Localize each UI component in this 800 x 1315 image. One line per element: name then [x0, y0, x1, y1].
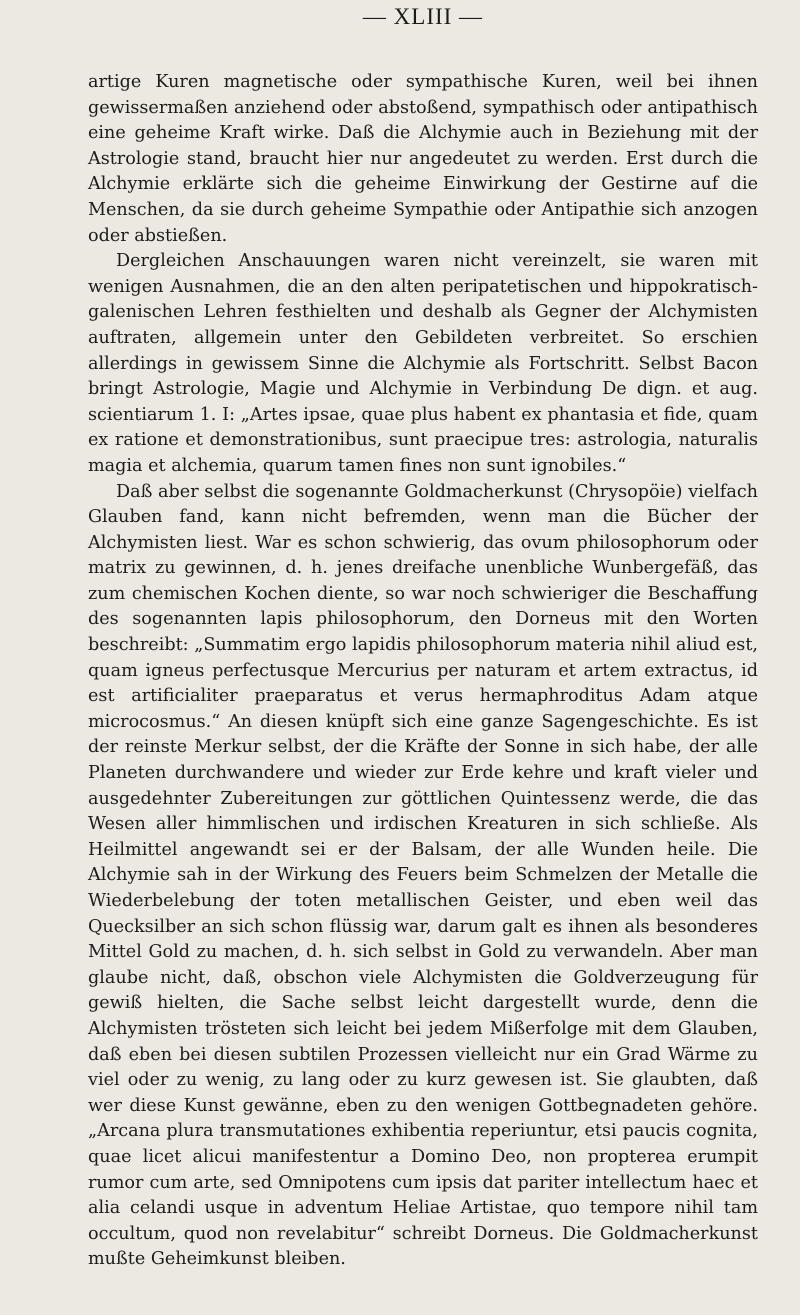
paragraph-2: Dergleichen Anschauungen waren nicht vereinzelt, sie waren mit wenigen Ausnahmen, die an den alten peripatetischen und hippokratisch-galenischen Lehren festhielten und deshalb als Gegner der Alchymisten auftraten, allgemein unter den Gebildeten verbreitet. So erschien allerdings in gewissem Sinne die Alchymie als Fortschritt. Selbst Bacon bringt Astrologie, Magie und Alchymie in Verbindung De dign. et aug. scientiarum 1. I: „Artes ipsae, quae plus habent ex phantasia et fide, quam ex ratione et demonstrationibus, sunt praecipue tres: astrologia, naturalis magia et alchemia, quarum tamen fines non sunt ignobiles.“	[88, 251, 758, 476]
paragraph-3: Daß aber selbst die sogenannte Goldmacherkunst (Chrysopöie) vielfach Glauben fand, kann nicht befremden, wenn man die Bücher der Alchymisten liest. War es schon schwierig, das ovum philosophorum oder matrix zu gewinnen, d. h. jenes dreifache unenbliche Wunbergefäß, das zum chemischen Kochen diente, so war noch schwieriger die Beschaffung des sogenannten lapis philosophorum, den Dorneus mit den Worten beschreibt: „Summatim ergo lapidis philosophorum materia nihil aliud est, quam igneus perfectusque Mercurius per naturam et artem extractus, id est artificialiter praeparatus et verus hermaphroditus Adam atque microcosmus.“ An diesen knüpft sich eine ganze Sagengeschichte. Es ist der reinste Merkur selbst, der die Kräfte der Sonne in sich habe, der alle Planeten durchwandere und wieder zur Erde kehre und kraft vieler und ausgedehnter Zubereitungen zur göttlichen Quintessenz werde, die das Wesen aller himmlischen und irdischen Kreaturen in sich schließe. Als Heilmittel angewandt sei er der Balsam, der alle Wunden heile. Die Alchymie sah in der Wirkung des Feuers beim Schmelzen der Metalle die Wiederbelebung der toten metallischen Geister, und eben weil das Quecksilber an sich schon flüssig war, darum galt es ihnen als besonderes Mittel Gold zu machen, d. h. sich selbst in Gold zu verwandeln. Aber man glaube nicht, daß, obschon viele Alchymisten die Goldverzeugung für gewiß hielten, die Sache selbst leicht dargestellt wurde, denn die Alchymisten trösteten sich leicht bei jedem Mißerfolge mit dem Glauben, daß eben bei diesen subtilen Prozessen vielleicht nur ein Grad Wärme zu viel oder zu wenig, zu lang oder zu kurz gewesen ist. Sie glaubten, daß wer diese Kunst gewänne, eben zu den wenigen Gottbegnadeten gehöre. „Arcana plura transmutationes exhibentia reperiuntur, etsi paucis cognita, quae licet alicui manifestentur a Domino Deo, non propterea erumpit rumor cum arte, sed Omnipotens cum ipsis dat pariter intellectum haec et alia celandi usque in adventum Heliae Artistae, quo tempore nihil tam occultum, quod non revelabitur“ schreibt Dorneus. Die Goldmacherkunst mußte Geheimkunst bleiben.	[88, 481, 758, 1270]
page-number: — XLIII —	[362, 4, 484, 29]
paragraph-1: artige Kuren magnetische oder sympathische Kuren, weil bei ihnen gewissermaßen anziehend oder abstoßend, sympathisch oder antipathisch eine geheime Kraft wirke. Daß die Alchymie auch in Beziehung mit der Astrologie stand, braucht hier nur angedeutet zu werden. Erst durch die Alchymie erklärte sich die geheime Einwirkung der Gestirne auf die Menschen, da sie durch geheime Sympathie oder Antipathie sich anzogen oder abstießen.	[88, 72, 758, 246]
